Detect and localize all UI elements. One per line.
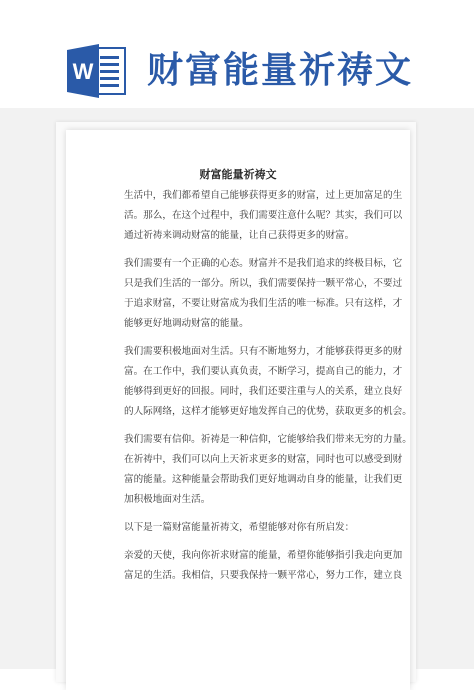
body-line: 亲爱的天使，我向你祈求财富的能量，希望你能够指引我走向更加 [124,550,403,561]
body-line: 我们需要积极地面对生活。只有不断地努力，才能够获得更多的财 [124,346,403,357]
body-line: 只是我们生活的一部分。所以，我们需要保持一颗平常心，不要过 [124,278,403,289]
svg-text:W: W [72,59,94,84]
body-line: 富足的生活。我相信，只要我保持一颗平常心，努力工作，建立良 [124,570,403,581]
body-line: 生活中，我们都希望自己能够获得更多的财富，过上更加富足的生 [124,190,403,201]
body-line: 能够更好地调动财富的能量。 [124,318,249,329]
body-line: 活。那么，在这个过程中，我们需要注意什么呢？其实，我们可以 [124,210,403,221]
body-line: 于追求财富，不要让财富成为我们生活的唯一标准。只有这样，才 [124,298,403,309]
body-line: 加积极地面对生活。 [124,494,211,505]
body-line: 富的能量。这种能量会帮助我们更好地调动自身的能量，让我们更 [124,474,403,485]
document-title: 财富能量祈祷文 [199,168,277,181]
body-line: 通过祈祷来调动财富的能量，让自己获得更多的财富。 [124,230,355,241]
body-line: 我们需要有信仰。祈祷是一种信仰，它能够给我们带来无穷的力量。 [124,434,412,445]
word-document-icon [67,44,129,98]
document-header [0,0,474,108]
page-title: 财富能量祈祷文 [147,49,414,91]
body-line: 能够得到更好的回报。同时，我们还要注重与人的关系，建立良好 [124,386,403,397]
body-line: 我们需要有一个正确的心态。财富并不是我们追求的终极目标，它 [124,258,403,269]
body-line: 的人际网络，这样才能够更好地发挥自己的优势，获取更多的机会。 [124,406,412,417]
body-line: 在祈祷中，我们可以向上天祈求更多的财富，同时也可以感受到财 [124,454,403,465]
body-line: 以下是一篇财富能量祈祷文，希望能够对你有所启发： [124,522,355,533]
body-line: 富。在工作中，我们要认真负责，不断学习，提高自己的能力，才 [124,366,403,377]
document-page [66,130,410,690]
